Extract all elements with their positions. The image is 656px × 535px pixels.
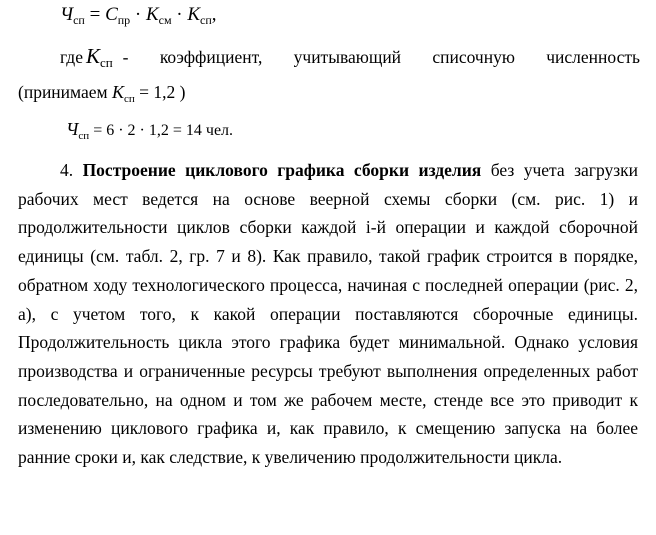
formula-subscript: сп: [99, 55, 113, 70]
formula-punctuation: ,: [211, 4, 217, 25]
formula-symbol-k: К: [85, 44, 100, 68]
formula-symbol-k: К: [111, 82, 124, 102]
formula-symbol-c: С: [105, 4, 118, 25]
formula-operator: ·: [134, 4, 142, 25]
formula-symbol-ch: Ч: [66, 119, 79, 139]
accepted-value: = 1,2: [139, 82, 176, 102]
formula-symbol-ch: Ч: [60, 4, 74, 25]
formula-subscript: сп: [73, 13, 85, 27]
formula-subscript: сп: [123, 93, 135, 105]
paragraph-number: 4.: [60, 160, 83, 180]
formula-staff-count: [60, 4, 217, 26]
formula-subscript: сп: [78, 130, 90, 142]
formula-operator: =: [89, 4, 101, 25]
definition-term: где $К_{сп}$: [60, 44, 113, 70]
definition-line: [60, 44, 640, 69]
paragraph-4: [18, 156, 638, 472]
formula-operator: ·: [176, 4, 183, 25]
formula-symbol-k: К: [146, 4, 159, 25]
formula-subscript: сп: [200, 13, 212, 27]
formula-subscript: см: [158, 13, 172, 27]
formula-expression: = 6 · 2 · 1,2 = 14 чел.: [93, 122, 234, 139]
accepted-value-line: (принимаем $К_{сп} = 1,2$ ): [18, 82, 186, 105]
paragraph-heading: Построение циклового графика сборки изделия: [82, 160, 482, 180]
formula-symbol-k: К: [187, 4, 200, 25]
formula-calculation: [66, 119, 233, 140]
paragraph-body: без учета загрузки рабочих мест ведется на основе веерной схемы сборки (см. рис. 1) и продолжительности циклов сборки каждой i-й операции и каждой сборочной единицы (см. табл. 2, гр. 7 и 8). Как правило, такой график строится в порядке, обратном ходу технологического процесса, начиная с последней операции (рис. 2, а), с учетом того, к какой операции поставляются сборочные единицы. Продолжительность цикла этого графика будет минимальной. Однако условия производства и ограниченные ресурсы требуют выполнения определенных работ последовательно, на одном и том же рабочем месте, стенде все это приводит к изменению циклового графика и, как правило, к смещению запуска на более ранние сроки и, как следствие, к увеличению продолжительности цикла.: [18, 160, 639, 468]
definition-text: - коэффициент, учитывающий списочную численность: [122, 47, 640, 67]
formula-subscript: пр: [117, 13, 131, 27]
